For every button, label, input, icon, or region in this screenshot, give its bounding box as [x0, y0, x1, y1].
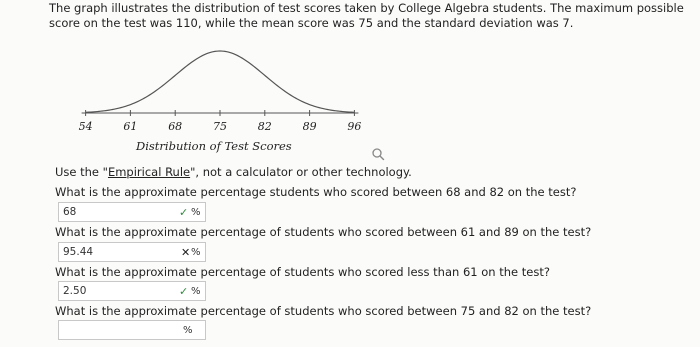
percent-unit: %	[183, 325, 193, 336]
percent-unit: %	[191, 247, 201, 258]
x-tick-label: 96	[347, 120, 362, 133]
answer-3-value: 2.50	[63, 285, 87, 297]
x-tick-label: 75	[213, 120, 227, 133]
normal-curve-chart	[60, 40, 380, 140]
problem-intro: The graph illustrates the distribution of test scores taken by College Algebra students. The maximum possible score on the test was 110, while the mean score was 75 and the standard deviation was 7.	[49, 1, 684, 30]
answer-2-input[interactable]	[58, 242, 206, 262]
question-2-text: What is the approximate percentage of students who scored between 61 and 89 on the test?	[55, 225, 592, 239]
answer-4-input[interactable]	[58, 320, 206, 340]
instruction-text	[55, 165, 412, 179]
x-tick-label: 54	[78, 120, 93, 133]
normal-curve-line	[86, 51, 355, 112]
x-tick-label: 82	[257, 120, 272, 133]
question-3-text: What is the approximate percentage of students who scored less than 61 on the test?	[55, 265, 550, 279]
question-1-text: What is the approximate percentage students who scored between 68 and 82 on the test?	[55, 185, 577, 199]
question-4-text: What is the approximate percentage of students who scored between 75 and 82 on the test?	[55, 304, 592, 318]
instruction-suffix: ", not a calculator or other technology.	[190, 165, 412, 179]
answer-1-input[interactable]	[58, 202, 206, 222]
check-icon: ✓	[179, 285, 189, 298]
answer-1-value: 68	[63, 206, 77, 218]
magnifier-icon[interactable]	[371, 146, 385, 165]
answer-2-value: 95.44	[63, 246, 94, 258]
x-tick-label: 89	[302, 120, 317, 133]
answer-3-input[interactable]	[58, 281, 206, 301]
x-tick-label: 68	[168, 120, 183, 133]
x-axis-title: Distribution of Test Scores	[136, 139, 292, 153]
empirical-rule-link[interactable]: Empirical Rule	[107, 165, 191, 179]
percent-unit: %	[191, 286, 201, 297]
percent-unit: %	[191, 207, 201, 218]
instruction-prefix: Use the "	[55, 165, 108, 179]
cross-icon: ✕	[181, 246, 191, 259]
x-tick-label: 61	[123, 120, 138, 133]
distribution-graph	[60, 40, 380, 140]
check-icon: ✓	[179, 206, 189, 219]
